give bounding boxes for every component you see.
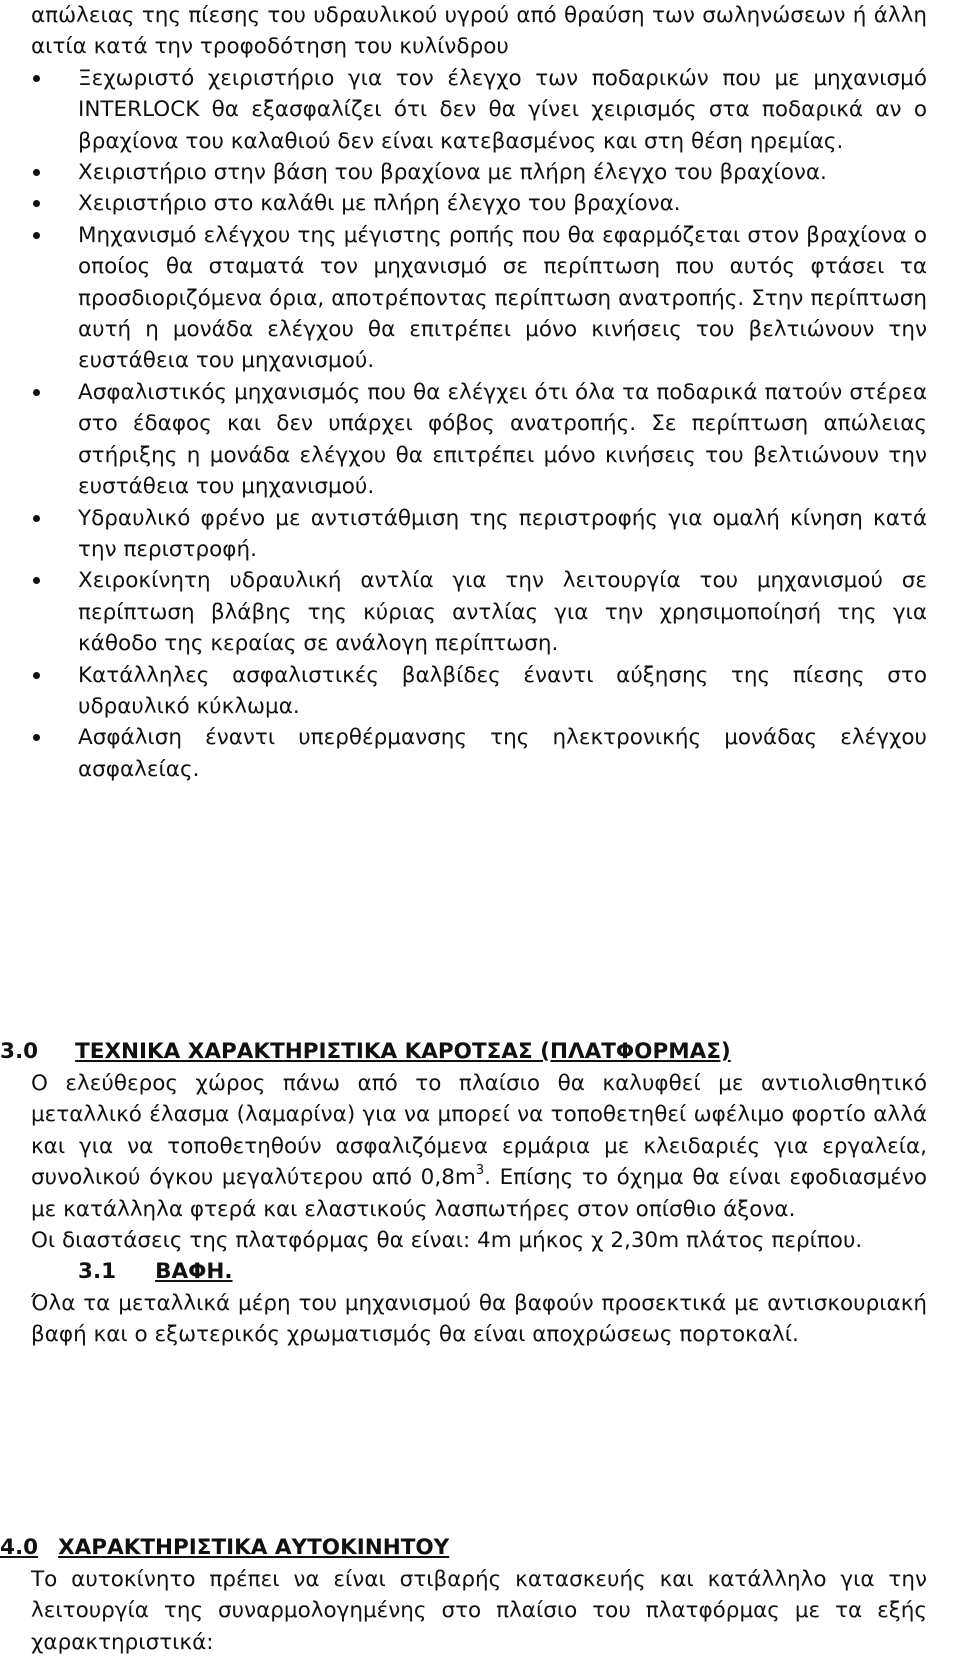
- platform-description-text: Ο ελεύθερος χώρος πάνω από το πλαίσιο θα καλυφθεί με αντιολισθητικό μεταλλικό έλασμα (λαμαρίνα) για να μπορεί να τοποθετηθεί ωφέλιμο φορτίο αλλά και για να τοποθετηθούν ασφαλιζόμενα ερμάρια με κλειδαριές για εργαλεία, συνολικού όγκου μεγαλύτερου από 0,8m: [31, 1071, 927, 1191]
- list-item: Χειριστήριο στην βάση του βραχίονα με πλήρη έλεγχο του βραχίονα.: [31, 157, 927, 188]
- section-4-heading: [0, 1532, 449, 1563]
- vehicle-characteristics-paragraph: Το αυτοκίνητο πρέπει να είναι στιβαρής κατασκευής και κατάλληλο για την λειτουργία της συναρμολογημένης στο πλαίσιο του πλατφόρμας με τα εξής χαρακτηριστικά:: [31, 1567, 927, 1655]
- section-4-title: ΧΑΡΑΚΤΗΡΙΣΤΙΚΑ ΑΥΤΟΚΙΝΗΤΟΥ: [58, 1535, 450, 1560]
- section-3-body: [31, 1068, 927, 1351]
- section-3-1-title: ΒΑΦΗ.: [155, 1259, 233, 1285]
- section-3-title: ΤΕΧΝΙΚΑ ΧΑΡΑΚΤΗΡΙΣΤΙΚΑ ΚΑΡΟΤΣΑΣ (ΠΛΑΤΦΟΡΜΑΣ): [75, 1039, 731, 1064]
- list-item: Χειριστήριο στο καλάθι με πλήρη έλεγχο του βραχίονα.: [31, 188, 927, 219]
- painting-paragraph: Όλα τα μεταλλικά μέρη του μηχανισμού θα βαφούν προσεκτικά με αντισκουριακή βαφή και ο εξωτερικός χρωματισμός θα είναι αποχρώσεως πορτοκαλί.: [31, 1290, 927, 1348]
- safety-features-list: [31, 0, 927, 785]
- section-4-number: 4.0: [0, 1535, 39, 1560]
- list-item: Ασφαλιστικός μηχανισμός που θα ελέγχει ότι όλα τα ποδαρικά πατούν στέρεα στο έδαφος και δεν υπάρχει φόβος ανατροπής. Σε περίπτωση απώλειας στήριξης η μονάδα ελέγχου θα επιτρέπει μόνο κινήσεις του βελτιώνουν την ευστάθεια του μηχανισμού.: [31, 377, 927, 503]
- platform-description-text-end: . Επίσης το όχημα θα είναι εφοδιασμένο με κατάλληλα φτερά και ελαστικούς λασπωτήρες στον οπίσθιο άξονα.: [31, 1165, 927, 1222]
- list-item: Μηχανισμό ελέγχου της μέγιστης ροπής που θα εφαρμόζεται στον βραχίονα ο οποίος θα σταματά τον μηχανισμό σε περίπτωση που αυτός φτάσει τα προσδιοριζόμενα όρια, αποτρέποντας περίπτωση ανατροπής. Στην περίπτωση αυτή η μονάδα ελέγχου θα επιτρέπει μόνο κινήσεις του βελτιώνουν την ευστάθεια του μηχανισμού.: [31, 220, 927, 377]
- list-continuation-text: απώλειας της πίεσης του υδραυλικού υγρού από θραύση των σωληνώσεων ή άλλη αιτία κατά την τροφοδότηση του κυλίνδρου: [31, 3, 927, 60]
- list-item: Χειροκίνητη υδραυλική αντλία για την λειτουργία του μηχανισμού σε περίπτωση βλάβης της κύριας αντλίας για την χρησιμοποίησή της για κάθοδο της κεραίας σε ανάλογη περίπτωση.: [31, 565, 927, 659]
- section-3-1-number: 3.1: [78, 1259, 117, 1285]
- section-3-1-heading: [31, 1256, 927, 1287]
- section-3-number: 3.0: [0, 1039, 39, 1064]
- section-3-heading: [0, 1036, 731, 1067]
- section-4-body: [31, 1564, 927, 1658]
- platform-dimensions-paragraph: Οι διαστάσεις της πλατφόρμας θα είναι: 4m μήκος χ 2,30m πλάτος περίπου.: [31, 1228, 863, 1254]
- platform-description-paragraph: [31, 1068, 927, 1225]
- list-item: Υδραυλικό φρένο με αντιστάθμιση της περιστροφής για ομαλή κίνηση κατά την περιστροφή.: [31, 503, 927, 566]
- list-item: Ξεχωριστό χειριστήριο για τον έλεγχο των ποδαρικών που με μηχανισμό INTERLOCK θα εξασφαλίζει ότι δεν θα γίνει χειρισμός στα ποδαρικά αν ο βραχίονα του καλαθιού δεν είναι κατεβασμένος και στη θέση ηρεμίας.: [31, 63, 927, 157]
- list-item: Ασφάλιση έναντι υπερθέρμανσης της ηλεκτρονικής μονάδας ελέγχου ασφαλείας.: [31, 722, 927, 785]
- cubic-superscript: 3: [475, 1163, 485, 1179]
- list-item: Κατάλληλες ασφαλιστικές βαλβίδες έναντι αύξησης της πίεσης στο υδραυλικό κύκλωμα.: [31, 660, 927, 723]
